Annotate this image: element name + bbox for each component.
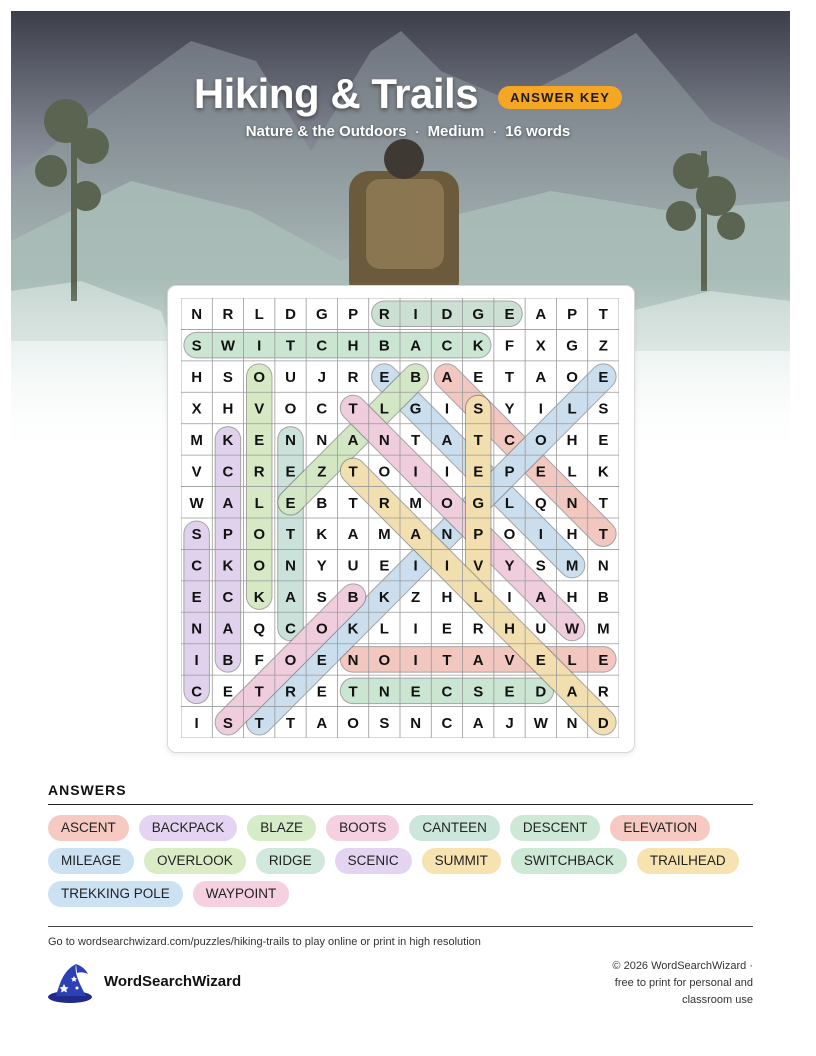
grid-letter[interactable]: U [285,369,296,387]
answer-chip-summit: SUMMIT [422,848,501,874]
answer-chip-overlook: OVERLOOK [144,848,246,874]
grid-letter[interactable]: S [191,526,202,544]
grid-letter[interactable]: I [413,620,418,638]
grid-letter[interactable]: O [315,620,328,638]
grid-letter[interactable]: J [317,369,326,387]
grid-letter[interactable]: T [348,463,358,481]
grid-letter[interactable]: E [316,683,327,701]
grid-letter[interactable]: I [413,463,418,481]
grid-letter[interactable]: R [285,683,296,701]
separator: · [414,123,420,140]
grid-letter[interactable]: O [441,494,453,512]
puzzle-title: Hiking & Trails [193,70,479,117]
grid-letter[interactable]: A [316,714,328,732]
grid-letter[interactable]: E [254,431,265,449]
grid-letter[interactable]: D [441,306,453,324]
grid-letter[interactable]: I [444,400,450,418]
answer-chip-blaze: BLAZE [247,815,316,841]
divider [48,926,753,927]
footer-url-text: Go to wordsearchwizard.com/puzzles/hiking-trails to play online or print in high resolution [48,936,481,948]
grid-letter[interactable]: I [444,557,450,575]
grid-letter[interactable]: I [257,337,262,355]
grid-letter[interactable]: U [347,557,359,575]
grid-letter[interactable]: A [347,526,359,544]
grid-letter[interactable]: F [504,337,515,355]
grid-letter[interactable]: Q [534,494,547,512]
answer-chip-switchback: SWITCHBACK [511,848,627,874]
grid-letter[interactable]: E [535,463,546,481]
grid-letter[interactable]: X [191,400,202,418]
grid-letter[interactable]: B [378,337,390,355]
grid-letter[interactable]: E [379,369,390,387]
grid-letter[interactable]: S [222,714,233,732]
grid-letter[interactable]: H [347,337,359,355]
grid-letter[interactable]: S [535,557,546,575]
grid-letter[interactable]: N [191,620,203,638]
grid-letter[interactable]: O [253,369,266,387]
grid-letter[interactable]: C [222,463,234,481]
grid-letter[interactable]: E [316,651,327,669]
grid-letter[interactable]: H [566,589,578,607]
grid-letter[interactable]: P [473,526,484,544]
grid-letter[interactable]: E [535,651,546,669]
grid-letter[interactable]: T [598,306,608,324]
grid-letter[interactable]: S [598,400,609,418]
grid-letter[interactable]: E [504,683,515,701]
grid-letter[interactable]: O [284,400,297,418]
grid-letter[interactable]: S [222,369,233,387]
grid-letter[interactable]: V [473,557,484,575]
grid-letter[interactable]: M [409,494,422,512]
grid-letter[interactable]: A [566,683,578,701]
grid-letter[interactable]: E [285,463,296,481]
copyright-line: classroom use [682,994,753,1006]
grid-letter[interactable]: E [191,589,202,607]
grid-letter[interactable]: G [566,337,578,355]
wizard-hat-logo-icon [46,962,94,1004]
grid-letter[interactable]: L [254,306,264,324]
grid-letter[interactable]: T [473,431,483,449]
grid-letter[interactable]: I [507,589,512,607]
grid-letter[interactable]: N [316,431,328,449]
grid-letter[interactable]: C [191,683,203,701]
grid-letter[interactable]: B [597,589,609,607]
grid-letter[interactable]: V [191,463,202,481]
grid-letter[interactable]: A [222,494,234,512]
answers-heading: ANSWERS [48,782,127,798]
grid-letter[interactable]: W [564,620,580,638]
title-row [0,70,816,118]
grid-letter[interactable]: L [254,494,264,512]
grid-letter[interactable]: E [410,683,421,701]
grid-letter[interactable]: R [378,306,390,324]
grid-letter[interactable]: E [504,306,515,324]
grid-letter[interactable]: O [378,651,391,669]
answer-word-list [48,815,758,914]
grid-letter[interactable]: D [597,714,609,732]
grid-letter[interactable]: N [191,306,203,324]
grid-letter[interactable]: M [597,620,610,638]
grid-letter[interactable]: W [533,714,548,732]
grid-letter[interactable]: C [222,589,234,607]
grid-letter[interactable]: A [472,651,484,669]
grid-letter[interactable]: P [567,306,578,324]
grid-letter[interactable]: P [348,306,359,324]
grid-letter[interactable]: B [316,494,328,512]
answer-chip-trailhead: TRAILHEAD [637,848,739,874]
divider [48,804,753,805]
grid-letter[interactable]: R [222,306,234,324]
grid-letter[interactable]: I [413,306,418,324]
answer-chip-canteen: CANTEEN [409,815,500,841]
grid-letter[interactable]: L [567,463,577,481]
grid-letter[interactable]: I [194,714,199,732]
grid-letter[interactable]: O [503,526,516,544]
grid-letter[interactable]: P [222,526,233,544]
grid-letter[interactable]: V [254,400,265,418]
grid-letter[interactable]: H [566,431,578,449]
grid-letter[interactable]: C [504,431,515,449]
grid-letter[interactable]: R [472,620,484,638]
grid-letter[interactable]: S [473,400,484,418]
grid-letter[interactable]: S [473,683,484,701]
grid-letter[interactable]: C [285,620,296,638]
grid-letter[interactable]: S [316,589,327,607]
grid-letter[interactable]: H [191,369,203,387]
grid-letter[interactable]: Z [598,337,608,355]
grid-letter[interactable]: A [535,589,547,607]
grid-letter[interactable]: Q [253,620,266,638]
grid-letter[interactable]: W [220,337,236,355]
grid-letter[interactable]: T [348,683,358,701]
grid-letter[interactable]: K [253,589,265,607]
copyright-line: © 2026 WordSearchWizard · [612,960,753,972]
grid-letter[interactable]: R [378,494,390,512]
grid-letter[interactable]: A [441,369,453,387]
grid-letter[interactable]: N [285,431,296,449]
grid-letter[interactable]: N [378,431,390,449]
word-count-label: 16 words [505,123,571,140]
grid-letter[interactable]: N [566,714,578,732]
separator: · [492,123,498,140]
word-search-grid [181,298,619,738]
answer-chip-boots: BOOTS [326,815,399,841]
grid-letter[interactable]: W [189,494,204,512]
grid-letter[interactable]: N [597,557,609,575]
grid-letter[interactable]: T [348,400,358,418]
grid-letter[interactable]: T [598,526,608,544]
grid-letter[interactable]: G [315,306,328,324]
grid-letter[interactable]: O [347,714,359,732]
grid-letter[interactable]: B [347,589,359,607]
grid-letter[interactable]: I [444,463,450,481]
answer-key-badge: ANSWER KEY [498,86,622,109]
grid-letter[interactable]: T [504,369,515,387]
grid-letter[interactable]: T [285,714,296,732]
puzzle-subtitle [0,123,816,140]
grid-letter[interactable]: K [222,431,234,449]
grid-letter[interactable]: A [472,714,484,732]
copyright-line: free to print for personal and [614,977,753,989]
answer-chip-elevation: ELEVATION [610,815,710,841]
grid-letter[interactable]: P [504,463,515,481]
grid-letter[interactable]: O [534,431,547,449]
grid-letter[interactable]: K [378,589,390,607]
grid-letter[interactable]: O [253,557,266,575]
grid-letter[interactable]: E [598,369,609,387]
grid-letter[interactable]: K [316,526,328,544]
grid-letter[interactable]: H [441,589,453,607]
grid-letter[interactable]: T [285,337,296,355]
grid-letter[interactable]: N [566,494,578,512]
grid-letter[interactable]: C [191,557,203,575]
grid-letter[interactable]: O [253,526,266,544]
grid-letter[interactable]: G [409,400,422,418]
grid-letter[interactable]: Y [316,557,327,575]
grid-letter[interactable]: L [504,494,515,512]
grid-letter[interactable]: L [473,589,483,607]
grid-letter[interactable]: K [222,557,234,575]
grid-letter[interactable]: G [472,494,485,512]
grid-letter[interactable]: C [441,683,453,701]
grid-letter[interactable]: C [316,337,328,355]
grid-letter[interactable]: N [347,651,359,669]
grid-letter[interactable]: A [285,589,296,607]
grid-letter[interactable]: B [410,369,422,387]
grid-letter[interactable]: E [598,431,609,449]
grid-letter[interactable]: M [565,557,579,575]
grid-letter[interactable]: I [538,526,543,544]
answer-chip-scenic: SCENIC [335,848,412,874]
grid-letter[interactable]: N [285,557,296,575]
answer-chip-ascent: ASCENT [48,815,129,841]
grid-letter[interactable]: Z [411,589,421,607]
answer-chip-ridge: RIDGE [256,848,325,874]
answer-chip-descent: DESCENT [510,815,601,841]
brand-name: WordSearchWizard [104,973,242,990]
grid-letter[interactable]: U [535,620,547,638]
grid-letter[interactable]: C [316,400,328,418]
grid-letter[interactable]: L [567,400,577,418]
grid-letter[interactable]: X [535,337,546,355]
grid-letter[interactable]: Y [504,557,515,575]
grid-letter[interactable]: C [441,337,453,355]
grid-letter[interactable]: K [347,620,359,638]
grid-letter[interactable]: T [598,494,608,512]
grid-letter[interactable]: I [413,651,418,669]
answer-chip-backpack: BACKPACK [139,815,238,841]
grid-letter[interactable]: N [410,714,422,732]
grid-letter[interactable]: C [441,714,453,732]
grid-letter[interactable]: E [473,369,484,387]
answer-chip-mileage: MILEAGE [48,848,134,874]
grid-letter[interactable]: T [285,526,296,544]
difficulty-label: Medium [427,123,485,140]
grid-letter[interactable]: H [566,526,578,544]
grid-letter[interactable]: O [378,463,391,481]
grid-letter[interactable]: T [442,651,452,669]
grid-letter[interactable]: I [538,400,543,418]
grid-letter[interactable]: J [505,714,514,732]
grid-letter[interactable]: N [378,683,390,701]
grid-letter[interactable]: F [254,651,264,669]
grid-letter[interactable]: L [379,620,389,638]
grid-letter[interactable]: B [222,651,234,669]
grid-letter[interactable]: A [347,431,359,449]
grid-letter[interactable]: I [413,557,418,575]
copyright-text [573,958,753,1009]
grid-letter[interactable]: K [597,463,609,481]
grid-letter[interactable]: E [598,651,609,669]
grid-letter[interactable]: E [379,557,390,575]
grid-letter[interactable]: H [504,620,515,638]
grid-letter[interactable]: A [222,620,234,638]
grid-letter[interactable]: L [567,651,577,669]
grid-letter[interactable]: T [254,714,264,732]
grid-letter[interactable]: A [410,526,422,544]
grid-letter[interactable]: E [285,494,296,512]
grid-letter[interactable]: G [472,306,485,324]
grid-letter[interactable]: D [285,306,296,324]
grid-letter[interactable]: T [348,494,358,512]
grid-letter[interactable]: S [191,337,202,355]
grid-letter[interactable]: T [411,431,421,449]
grid-letter[interactable]: V [504,651,515,669]
grid-letter[interactable]: E [441,620,452,638]
grid-letter[interactable]: M [190,431,203,449]
grid-letter[interactable]: S [379,714,390,732]
grid-letter[interactable]: D [535,683,547,701]
grid-letter[interactable]: Z [317,463,327,481]
grid-letter[interactable]: R [597,683,609,701]
grid-letter[interactable]: H [222,400,234,418]
grid-letter[interactable]: O [566,369,578,387]
answer-chip-waypoint: WAYPOINT [193,881,290,907]
grid-letter[interactable]: N [441,526,453,544]
grid-letter[interactable]: O [284,651,297,669]
grid-letter[interactable]: E [473,463,484,481]
grid-letter[interactable]: L [379,400,389,418]
grid-letter[interactable]: M [378,526,391,544]
grid-letter[interactable]: R [253,463,265,481]
grid-letter[interactable]: I [194,651,199,669]
grid-letter[interactable]: T [254,683,264,701]
grid-letter[interactable]: A [441,431,453,449]
grid-letter[interactable]: K [472,337,484,355]
grid-letter[interactable]: Y [504,400,515,418]
grid-letter[interactable]: R [347,369,359,387]
grid-letter[interactable]: A [535,306,547,324]
letter-grid [181,298,619,738]
grid-letter[interactable]: E [222,683,233,701]
category-label: Nature & the Outdoors [245,123,407,140]
answer-chip-trekking-pole: TREKKING POLE [48,881,183,907]
grid-letter[interactable]: A [410,337,422,355]
grid-letter[interactable]: A [535,369,547,387]
